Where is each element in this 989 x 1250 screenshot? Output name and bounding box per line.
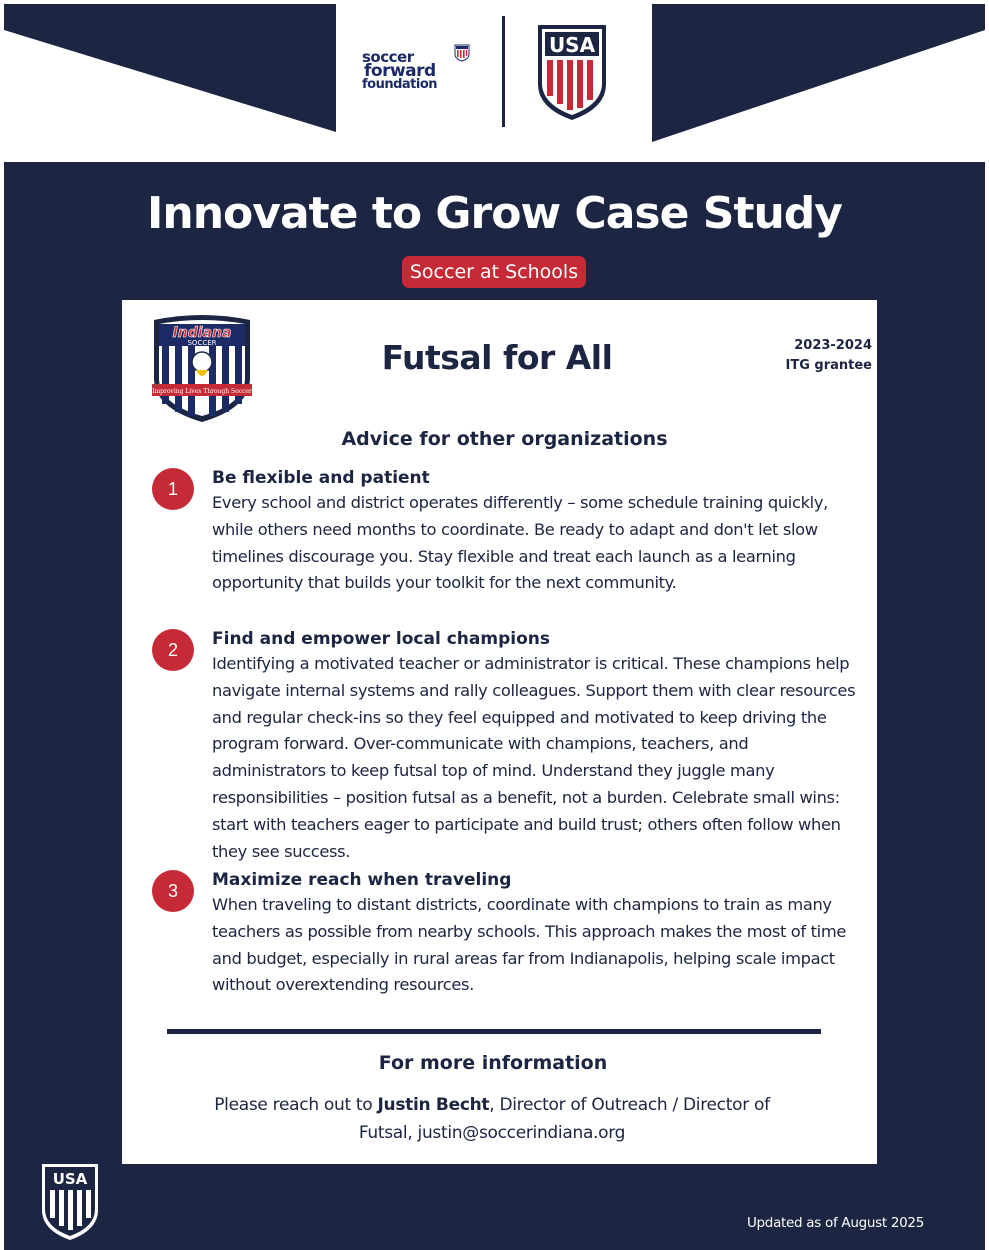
section-divider [167,1029,821,1034]
svg-text:Improving Lives Through Soccer: Improving Lives Through Soccer [152,388,252,395]
advice-body: Every school and district operates differently – some schedule training quickly, while others need months to coordinate. Be ready to adapt and don't let slow timelines discourage you. Stay flexible and treat each launch as a learning opportunity that builds your toolkit for the next community. [212,493,828,593]
sff-logo-line1: soccer [362,48,414,66]
grantee-info [722,336,872,376]
number-badge: 2 [152,629,194,671]
advice-title: Be flexible and patient [212,468,430,488]
card-title: Futsal for All [381,338,613,377]
case-study-card [122,300,877,1164]
grantee-years: 2023-2024 [794,338,872,353]
advice-title: Find and empower local champions [212,629,550,649]
number-badge: 1 [152,468,194,510]
svg-text:USA: USA [52,1170,88,1188]
svg-text:Indiana: Indiana [172,325,232,341]
soccer-forward-foundation-logo [362,50,478,102]
updated-date: Updated as of August 2025 [746,1215,924,1231]
advice-body: When traveling to distant districts, coordinate with champions to train as many teachers as possible from nearby schools. This approach makes the most of time and budget, especially in rural areas far from Indianapolis, helping scale impact without overextending resources. [212,895,847,995]
svg-text:USA: USA [548,33,596,57]
more-info-heading: For more information [378,1052,608,1074]
advice-body: Identifying a motivated teacher or administrator is critical. These champions help navigate internal systems and rally colleagues. Support them with clear resources and regular check-ins so they feel equipped and motivated to keep driving the program forward. Over-communicate with champions, teachers, and administrators to keep futsal top of mind. Understand they juggle many responsibilities – position futsal as a benefit, not a burden. Celebrate small wins: start with teachers eager to participate and build trust; others often follow when they see success. [212,654,856,861]
category-tag: Soccer at Schools [402,256,586,288]
more-info-prefix: Please reach out to [214,1095,378,1115]
sff-logo-line2: forward [364,61,436,81]
logo-divider [502,16,505,127]
advice-heading: Advice for other organizations [341,428,668,450]
indiana-soccer-crest-icon [150,312,254,424]
usa-crest-icon [535,22,609,122]
contact-name: Justin Becht [377,1095,490,1115]
usa-small-crest-icon [40,1162,100,1242]
mini-usa-crest-icon [454,44,470,62]
more-info-suffix: , Director of Outreach / Director of Futsal, justin@soccerindiana.org [358,1095,770,1143]
more-info-text [212,1091,772,1147]
number-badge: 3 [152,870,194,912]
svg-text:SOCCER: SOCCER [187,339,217,347]
grantee-label: ITG grantee [785,358,872,373]
advice-title: Maximize reach when traveling [212,870,512,890]
sff-logo-line3: foundation [362,77,438,92]
page-title: Innovate to Grow Case Study [147,188,842,239]
